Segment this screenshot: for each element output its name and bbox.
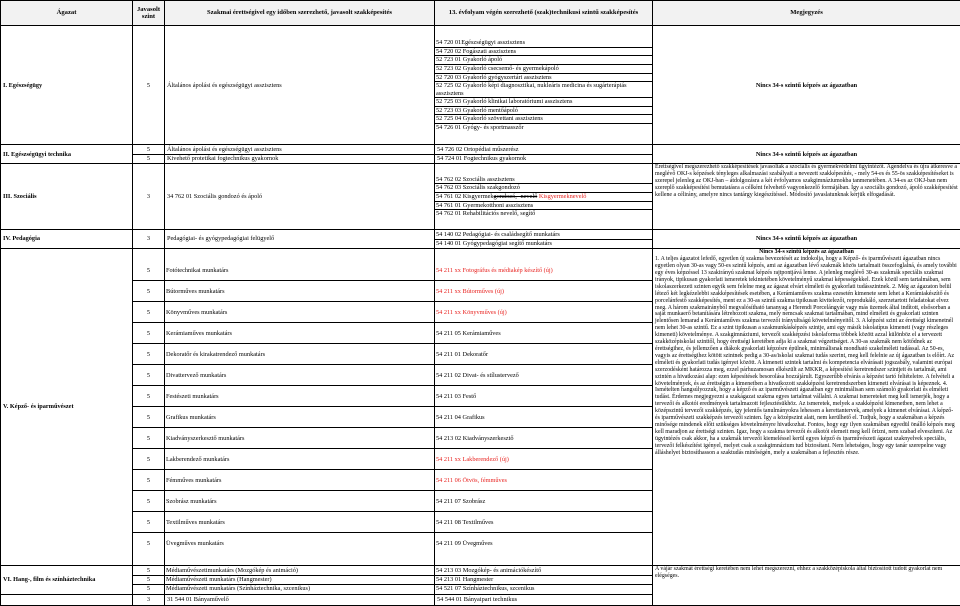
qual-text: 54 213 02 Kiadványszerkesztő: [436, 434, 514, 442]
row-szocialis: [1, 164, 960, 230]
qual-text: 54 761 02 Kisgyermek: [436, 193, 494, 201]
qual-item: 54 726 01 Gyógy- és sportmasszőr: [436, 124, 524, 132]
qual-item: [435, 428, 652, 449]
szint-cell: 5: [133, 260, 164, 281]
qual-item: [435, 281, 652, 302]
szakmai-cell: Festészeti munkatárs: [165, 386, 434, 407]
header-megjegyzes: Megjegyzés: [653, 1, 960, 26]
qual-item: [435, 449, 652, 470]
szakmai-cell: Textilműves munkatárs: [165, 512, 434, 533]
qual-list: [435, 249, 653, 565]
notes-kepzo: [653, 249, 960, 565]
qual-item: [435, 323, 652, 344]
agazat-hang: VI. Hang-, film és színháztechnika: [1, 565, 133, 595]
qual-item: 54 544 01 Bányaipari technikus: [435, 595, 653, 606]
agazat-szocialis: III. Szociális: [1, 164, 133, 230]
new-qual-text: 54 211 xx Könyvműves (új): [436, 308, 507, 316]
qual-item: 54 761 01 Gyermekotthoni asszisztens: [435, 202, 652, 211]
notes-text: 1. A teljes ágazatot lefedő, egyetlen új szakma bevezetését az indokolja, hogy a Képző- és iparművészeti ágazatban nincs egyetlen olyan 30-as vagy 50-es szintű képzés, ami az ágazatban lévő szakmák közös tartalmait összefoglalná, és amely további egy éves képzéssel 13 szakirányú szakmai képzés rajtpontjává lenne. A jelenleg meglévő 30-as szakmák speciális szakmai irányok, tipikusan gyakorlati ismeretek tekintetében követelményű szakmai képességekkel. Ezek közül sem tartalmában, sem iskolaszerkezeti szinten egyik sem felelne meg az ágazat elvárt elméleti és gyakorlati tudásszintnek. 2. Még az ágazaton belül létező két legkézelebbi szakképesítések esetében, a Kerámiaműves szakma ezesetén kimenete sem lehet a Kerámiakészítő és porcelánfestő szakképesítés, ment ez a 30-as szintű szakma tipikusan kivitelezői, reprodukáló, szerzetartott feladatokat elvez meg. A három szakmairányból megvalósítható tananyag a Herendi Porcelángyár vagy más üzemek által indított, elsősorban a saját munkaerő betanítására létrehozott szakma, mely nemcsak szakmai tartalmában, mind elméleti és gyakorlati szinten jelentősen lemarad a Kerámiaműves szakma tervezői irányultságú követelményeitől. 3. A képzési szint az érettségi kimenetnél nem lehet 30-as szintű. Ez a szint tipikusan a szakmunkásképzés szintje, ami egy másik iskolatípus kimeneti (vagy részleges kimeneti) követelménye. A szakgimnáziumi, tervezői szakképzési iskolaforma többek között azzal különböz el a tervezett szakközépiskolai szinttől, hogy érettségi keretében adja ki a szakmai végzettséget. A 30-as szakmák nem kötődnek az érettségihez, és jellemzően a diákok gyakorlati képzésre épülnek, minimálisnak mondható szakelméleti tudással. Az 50-es, vagyis az érettségihez kötött szintnek pedig a 30-as/iskolai szakmai tudás szerint, meg kell felelnie az új ágazatban is előírt. Az elméleti és gyakorlati tudás igényei között. A kimeneti szintek tartalmi és kompetencia elvárásait jogszabály, valamint európai szerzodésként határozza meg, ezzel párhuzamosan elkészült az MKKR, a képesítési keretrendszer szintjeit és tartalmát, ami szintén a hivatkozási alap: ezen képesítések besorolása hozzájárult. Egyszerűbb elvárás a képzést tartó feltételeire. A felvételi a követelmények, és az érettségin a kimenetben a hivatkozott szakképzési keretrendszerben kimeneti elvárásai is képeznek. 4. Ismételten hangsúlyozzuk, hogy a képző és az iparművészeti ágazatban egy minimálisan sem számoló gyakorlati és elméleti tudást. Érdemes megjegyezni a szakágazat szakma egyes tartalmat vállalni. A szakmai ismereteket meg kell ismerjék, hogy a tervezői és alkotói eredmények tartalmazott fejlesztésükhöz. Az ismeretek, melyek a szakképzési kimenetben, nem lehet a középszintű tervezői szakképzés, így jelentős tanulmányokra lehessen a kerettantervek, amelyek a kimenet elvárásai. A képző- és iparművészeti szakképzés tervezői szinten. Így a középszint alatt, nem kerülhető el. Tudjuk, hogy a szakmában a képzés minősége mindenek előtt szükséges követelményre hivatkozhat. Fontos, hogy egy ilyen szakmában egyedül önálló képzés meg kell maradjon az érettségi szinten. Igaz, hogy a szakma tervezői és alkotói elemeit meg kell őrizni, nem szabad elveszíteni. Az ügyintézés csak akkor, ha a szakmák tervezői kiemeléssel kerül egyes képző és iparművészeti ágazat szaknyelvek speciális, tervezői felkészítést igényel, melyet csak a szakgimnázium tud biztosítani. Nem lehetséges, hogy egy tanár szerepelne vagy álláshelyet biztosíthasson a szaktudás minőségén, mely a szakmában a fejlesztés része.: [655, 256, 957, 456]
header-row: [1, 1, 960, 26]
agazat-empty: [1, 595, 133, 606]
qual-list: [435, 565, 653, 595]
szakmai-cell: Médiaművészeti munkatárs (Színháztechnika, szcenikus): [166, 585, 311, 593]
qual-text: 54 211 07 Szobrász: [436, 497, 486, 505]
szint-cell: 5: [133, 407, 164, 428]
qual-item: 54 521 07 Színháztechnikus, szcenikus: [436, 585, 535, 593]
qual-text: 54 211 02 Divat- és stílustervező: [436, 371, 519, 379]
szint-cell: 5: [133, 449, 164, 470]
qual-item: 54 720 02 Fogászati asszisztens: [435, 48, 652, 57]
qual-list: [435, 230, 653, 249]
szakmai-cell: Általános ápolási és egészségügyi asszisztens: [165, 145, 435, 155]
notes-hang: A vájár szakmát érettségi keretében nem lehet megszerezni, ehhez a szakközépiskola által biztosított tudott gyakorlat nem elégséges.: [653, 565, 960, 605]
szint-cell: 5: [146, 585, 151, 593]
qual-item: 54 724 01 Fogtechnikus gyakornok: [435, 154, 653, 164]
qual-item: 52 723 02 Gyakorló csecsemő- és gyermekápoló: [435, 65, 652, 74]
qual-item: 54 213 03 Mozgókép- és animációkészítő: [435, 567, 652, 576]
szint-cell: 5: [133, 302, 164, 323]
qual-item: 54 140 02 Pedagógiai- és családsegítő munkatárs: [435, 231, 652, 240]
szakmai-cell: 34 762 01 Szociális gondozó és ápoló: [165, 164, 435, 230]
szakmai-list: [165, 565, 435, 595]
szint-cell: 5: [133, 428, 164, 449]
szint-cell: 5: [133, 567, 164, 576]
row-egeszsegugy: [1, 26, 960, 145]
qual-item: [435, 407, 652, 428]
szint-cell: 5: [133, 154, 165, 164]
qual-text: 54 211 05 Kerámiaműves: [436, 329, 501, 337]
qual-text: 54 211 03 Festő: [436, 392, 477, 400]
szint-cell: 5: [133, 576, 164, 585]
megjegyzes-cell: Nincs 34-s szintű képzés az ágazatban: [653, 145, 960, 164]
szakmai-cell: Bútorműves munkatárs: [165, 281, 434, 302]
szakmai-cell: Médiaművészeti munkatárs (Hangmester): [165, 576, 434, 585]
qual-item: 52 725 02 Gyakorló képi diagnosztikai, nukleáris medicina és sugárterápiás asszisztens: [435, 82, 652, 98]
new-qual-text: 54 211 xx Bútorműves (új): [436, 287, 504, 295]
agazat-egeszsegugy: I. Egészségügy: [1, 26, 133, 145]
szakmai-cell: Üvegműves munkatárs: [166, 539, 224, 547]
qual-text: 54 211 08 Textilműves: [436, 518, 494, 526]
qual-item: 54 213 01 Hangmester: [435, 576, 652, 585]
szint-list: [133, 565, 165, 595]
struck-text: gondozó, -nevelő: [493, 193, 538, 201]
qual-item: [435, 470, 652, 491]
szint-cell: 5: [133, 365, 164, 386]
szakmai-list: [165, 249, 435, 565]
szakmai-cell: Általános ápolási és egészségügyi asszisztens: [165, 26, 435, 145]
qual-item: 52 725 03 Gyakorló klinikai laboratóriumi asszisztens: [435, 98, 652, 107]
row-kepzo: [1, 249, 960, 565]
megjegyzes-header: Nincs 34-s szintű képzés az ágazatban: [759, 249, 854, 256]
row-hang: [1, 565, 960, 595]
qual-text: 54 211 04 Grafikus: [436, 413, 485, 421]
qual-item: [435, 386, 652, 407]
szint-cell: 5: [133, 344, 164, 365]
agazat-kepzo: V. Képző- és iparművészet: [1, 249, 133, 565]
qual-item: 54 726 02 Ortopédiai műszerész: [435, 145, 653, 155]
qual-item: [435, 533, 652, 553]
agazat-egtech: II. Egészségügyi technika: [1, 145, 133, 164]
header-szint: Javasolt szint: [133, 1, 165, 26]
megjegyzes-cell: Nincs 34-s szintű képzés az ágazatban: [653, 26, 960, 145]
szint-cell: 3: [133, 230, 165, 249]
qual-list: [435, 164, 653, 230]
qual-text: 54 211 09 Üvegműves: [436, 539, 493, 547]
szint-cell: 5: [133, 281, 164, 302]
szint-cell: 3: [133, 595, 165, 606]
qual-item: [435, 512, 652, 533]
qual-item: 54 762 01 Rehabilitációs nevelő, segítő: [436, 210, 536, 218]
qual-item: [435, 302, 652, 323]
header-szakmai: Szakmai érettségivel egy időben szerezhető, javasolt szakképesítés: [165, 1, 435, 26]
szakmai-cell: Divattervező munkatárs: [165, 365, 434, 386]
szint-cell: 5: [133, 512, 164, 533]
szint-cell: 5: [133, 386, 164, 407]
szakmai-cell: Könyvműves munkatárs: [165, 302, 434, 323]
szakmai-cell: Szobrász munkatárs: [165, 491, 434, 512]
qual-item: 52 720 03 Gyakorló gyógyszertári asszisztens: [435, 74, 652, 83]
new-qual-text: 54 211 06 Ötvös, fémműves: [436, 476, 507, 484]
megjegyzes-cell: Nincs 34-s szintű képzés az ágazatban: [653, 230, 960, 249]
qual-item: 54 720 01Egészségügyi asszisztens: [435, 39, 652, 48]
szakmai-cell: Dekoratőr és kirakatrendező munkatárs: [165, 344, 434, 365]
megjegyzes-cell: Érettségivel megszerezhető szakképesítések javasoltak a szociális és gyermekvédelmi ügyintézőt. Ágendelva és újra átkeresve a meglévő OKJ-s képzések tényleges alkalmazási szabályait a nevezett szakképesítés, - mely 54-es és 55-ös szakképesítéseket is szerepel jelenleg az OKJ-ban – átdolgozásra a két évfolyamos szakgimnáziumokba tanmenetében. A 34-es az OKJ-ban nem szereplő szakképesítési bemutatásra a célként felvehető vagyonkezelő formájában. Így a szociális gondozó, ápoló szakképesítést kellene a célirány, amelyre nincs tantárgy kiegészítéssel. Módosító javaslatunknak kérjük elfogadását.: [653, 164, 960, 230]
new-qual-text: 54 211 xx Lakberendező (új): [436, 455, 509, 463]
szakmai-cell: Kerámiaműves munkatárs: [165, 323, 434, 344]
qual-item: 52 723 03 Gyakorló mentőápoló: [435, 107, 652, 116]
qual-item: [435, 365, 652, 386]
szakmai-cell: Kiadványszerkesztő munkatárs: [165, 428, 434, 449]
qual-item: 52 723 01 Gyakorló ápoló: [435, 56, 652, 65]
qual-item: 54 762 03 Szociális szakgondozó: [435, 184, 652, 193]
szint-cell: 5: [133, 26, 165, 145]
row-pedagogia: [1, 230, 960, 249]
qual-item: 54 140 01 Gyógypedagógiai segítő munkatárs: [436, 239, 552, 247]
szint-cell: 3: [133, 164, 165, 230]
qual-item: 52 725 04 Gyakorló szövettani asszisztens: [435, 115, 652, 124]
qual-list: [435, 26, 653, 145]
szakmai-cell: Grafikus munkatárs: [165, 407, 434, 428]
agazat-pedagogia: IV. Pedagógia: [1, 230, 133, 249]
new-qual-text: 54 211 xx Fotográfus és médiakép készítő (új): [436, 266, 553, 274]
qual-item: [435, 260, 652, 281]
szint-list: [133, 249, 165, 565]
szint-cell: 5: [133, 145, 165, 155]
header-agazat: Ágazat: [1, 1, 133, 26]
qual-item: [435, 193, 652, 202]
new-qual-text: Kisgyermeknevelő: [537, 193, 587, 201]
szint-cell: 5: [133, 323, 164, 344]
szakmai-cell: Médiaművészetimunkatárs (Mozgókép és animáció): [165, 567, 434, 576]
header-evfolyam13: 13. évfolyam végén szerezhető (szak)technikusi szintű szakképesítés: [435, 1, 653, 26]
szakmai-cell: Pedagógiai- és gyógypedagógiai felügyelő: [165, 230, 435, 249]
szakmai-cell: Lakberendező munkatárs: [165, 449, 434, 470]
qual-item: [435, 491, 652, 512]
szint-cell: 5: [133, 491, 164, 512]
qual-item: [435, 344, 652, 365]
szint-cell: 5: [146, 539, 151, 547]
row-egtech-a: [1, 145, 960, 155]
qual-item: 54 762 02 Szociális asszisztens: [435, 176, 652, 185]
szakmai-cell: Fotótechnikai munkatárs: [165, 260, 434, 281]
szakmai-cell: Fémműves munkatárs: [165, 470, 434, 491]
szakmai-cell: 31 544 01 Bányaművelő: [165, 595, 435, 606]
qual-text: 54 211 01 Dekoratőr: [436, 350, 489, 358]
szakmai-cell: Kivehető protetikai fogtechnikus gyakornok: [165, 154, 435, 164]
szint-cell: 5: [133, 470, 164, 491]
